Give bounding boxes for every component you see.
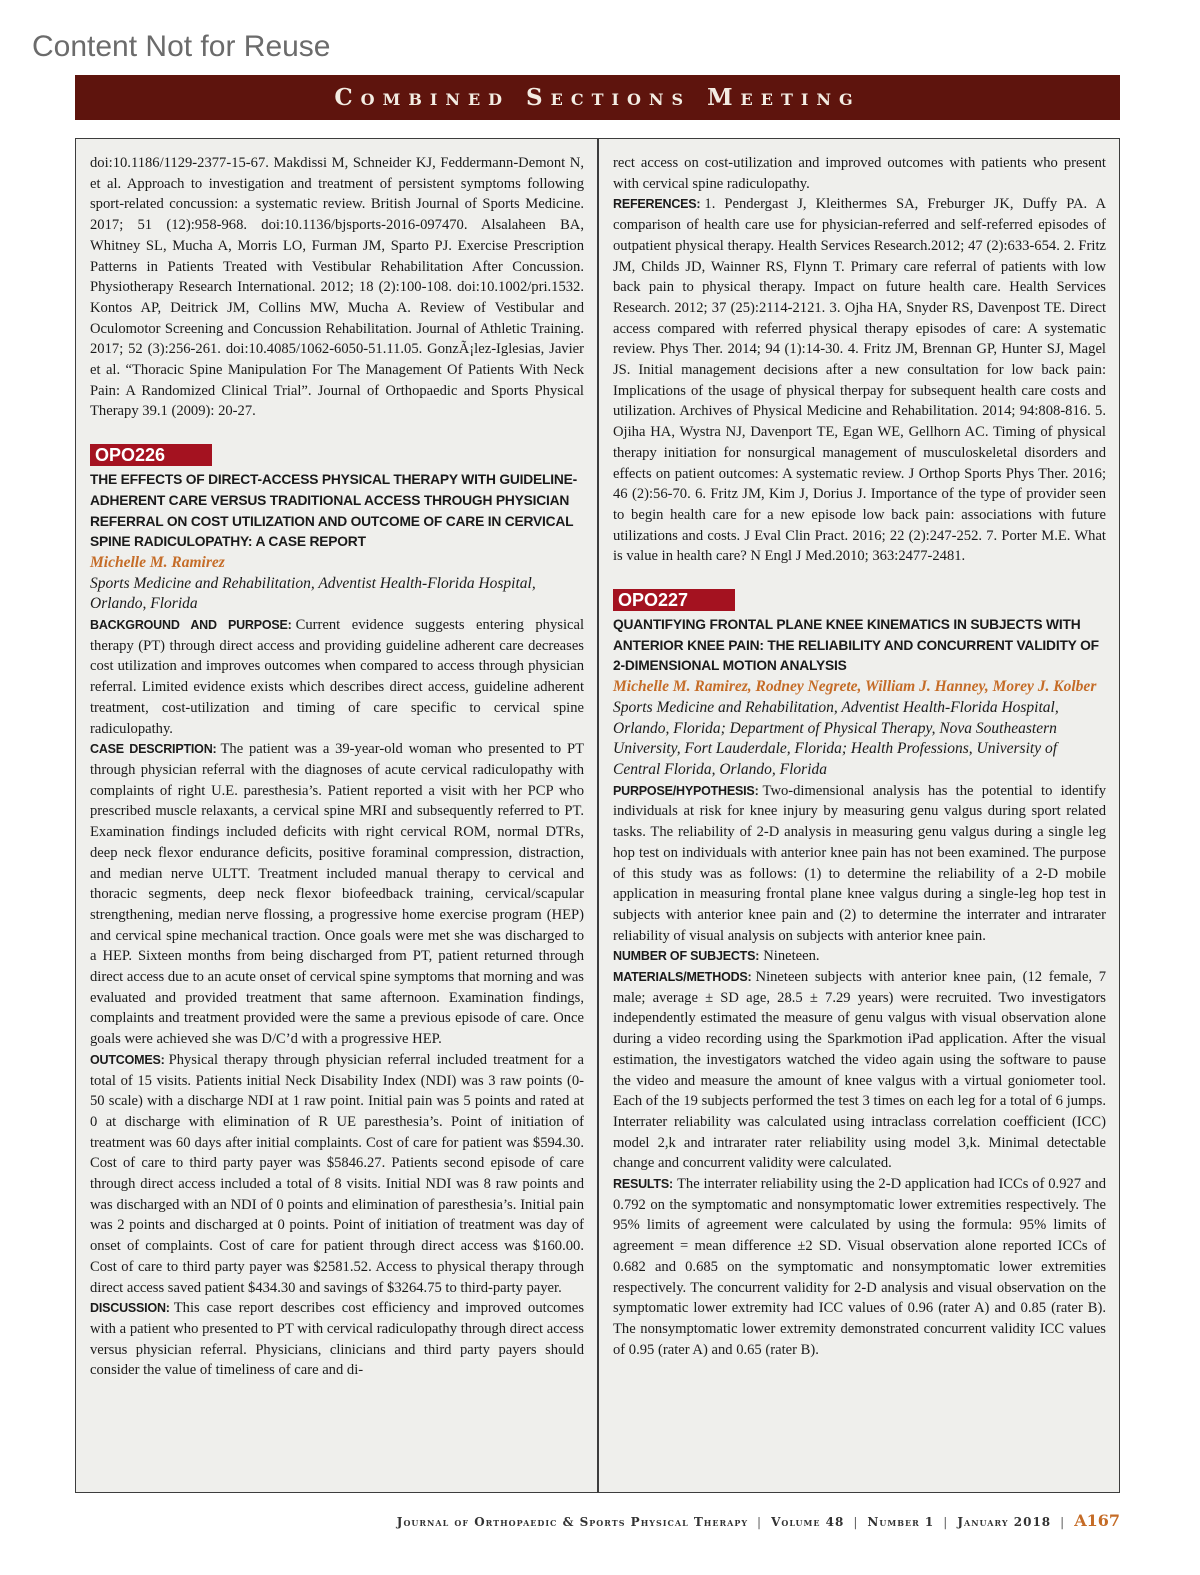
right-column bbox=[598, 138, 1120, 1493]
section-background bbox=[90, 615, 584, 739]
abstract-authors: Michelle M. Ramirez, Rodney Negrete, William J. Hanney, Morey J. Kolber bbox=[613, 678, 1097, 696]
section-text: Nineteen. bbox=[763, 948, 820, 965]
section-banner bbox=[75, 75, 1120, 120]
footer-number: Number 1 bbox=[867, 1515, 935, 1529]
abstract-authors: Michelle M. Ramirez bbox=[90, 553, 225, 571]
footer-separator: | bbox=[757, 1515, 763, 1529]
discussion-continuation: rect access on cost-utilization and improved outcomes with patients who present with cervical spine radiculopathy. bbox=[613, 155, 1106, 192]
section-label: OUTCOMES: bbox=[90, 1052, 165, 1067]
watermark: Content Not for Reuse bbox=[32, 30, 331, 63]
section-text: Physical therapy through physician referral included treatment for a total of 15 visits. Patients initial Neck Disability Index (NDI) was 3 raw points (0-50 scale) with a discharge NDI at 1 raw point. Initial pain was 5 points and rated at 0 at discharge with elimination of R UE paresthesia’s. Point of initiation of treatment was 60 days after initial complaints. Cost of care for patient was $594.30. Cost of care to third party payer was $5846.27. Patients second episode of care through direct access included a total of 8 visits. Initial NDI was 8 raw points and was discharged with an NDI of 0 points and elimination of paresthesia’s. Initial pain was 2 points and discharged at 0 points. Point of initiation of treatment was day of onset of complaints. Cost of care for patient through direct access was $160.00. Cost of care to third party payer was $2581.52. Access to physical therapy through direct access saved patient $434.30 and savings of $3264.75 to third-party payer. bbox=[90, 1051, 584, 1296]
section-text: Two-dimensional analysis has the potential to identify individuals at risk for knee injury by measuring genu valgus during sport related tasks. The reliability of 2-D analysis in measuring genu valgus during a single leg hop test on individuals with anterior knee pain has not been examined. The purpose of this study was as follows: (1) to determine the reliability of a 2-D mobile application in measuring frontal plane knee valgus during a single-leg hop test in subjects with anterior knee pain and (2) to determine the interrater and intrarater reliability of visual analysis on subjects with anterior knee pain. bbox=[613, 782, 1106, 944]
section-label: CASE DESCRIPTION: bbox=[90, 742, 217, 757]
left-column bbox=[75, 138, 598, 1493]
banner-title: Combined Sections Meeting bbox=[334, 84, 861, 111]
section-label: PURPOSE/HYPOTHESIS: bbox=[613, 783, 759, 798]
footer-separator: | bbox=[1060, 1515, 1066, 1529]
abstract-id: OPO226 bbox=[90, 444, 212, 466]
abstract-title: THE EFFECTS OF DIRECT-ACCESS PHYSICAL THERAPY WITH GUIDELINE-ADHERENT CARE VERSUS TRADITIONAL ACCESS THROUGH PHYSICIAN REFERRAL ON COST UTILIZATION AND OUTCOME OF CARE IN CERVICAL SPINE RADICULOPATHY: A CASE REPORT bbox=[90, 472, 578, 550]
section-text: The interrater reliability using the 2-D application had ICCs of 0.927 and 0.792 on the symptomatic and nonsymptomatic lower extremities respectively. The 95% limits of agreement were calculated by using the formula: 95% limits of agreement = mean difference ±2 SD. Visual observation alone reported ICCs of 0.682 and 0.685 on the symptomatic and nonsymptomatic lower extremities respectively. The concurrent validity for 2-D analysis and visual observation on the symptomatic lower extremity had ICC values of 0.96 (rater A) and 0.85 (rater B). The nonsymptomatic lower extremity demonstrated concurrent validity ICC values of 0.95 (rater A) and 0.65 (rater B). bbox=[613, 1176, 1106, 1358]
references-text: 1. Pendergast J, Kleithermes SA, Freburger JK, Duffy PA. A comparison of health care use for physician-referred and self-referred episodes of outpatient physical therapy. Health Services Research.2012; 47 (2):633-654. 2. Fritz JM, Childs JD, Wainner RS, Flynn T. Primary care referral of patients with low back pain to physical therapy. Impact on future health care. Health Services Research. 2012; 37 (25):2114-2121. 3. Ojha HA, Snyder RS, Davenpost TE. Direct access compared with referred physical therapy episodes of care: A systematic review. Phys Ther. 2014; 94 (1):14-30. 4. Fritz JM, Brennan GP, Hunter SJ, Magel JS. Initial management decisions after a new consultation for low back pain: Implications of the usage of physical therpay for subsequent health care costs and utilization. Archives of Physical Medicine and Rehabilitation. 2014; 94:808-816. 5. Ojiha HA, Wystra NJ, Davenport TE, Egan WE, Gellhorn AC. Timing of physical therapy initiation for nonsurgical management of musculoskeletal disorders and effects on patient outcomes: A systematic review. J Orthop Sports Phys Ther. 2016; 46 (2):56-70. 6. Fritz JM, Kim J, Dorius J. Importance of the type of provider seen to begin health care for a new episode low back pain: associations with future utilizations and costs. J Eval Clin Pract. 2016; 22 (2):247-252. 7. Porter M.E. What is value in health care? N Engl J Med.2010; 363:2477-2481. bbox=[613, 196, 1106, 565]
abstract-affiliation: Sports Medicine and Rehabilitation, Adventist Health-Florida Hospital, Orlando, Florida bbox=[90, 574, 536, 613]
section-text: The patient was a 39-year-old woman who presented to PT through physician referral with the diagnoses of acute cervical radiculopathy with complaints of right U.E. paresthesia’s. Patient reported a visit with her PCP who prescribed muscle relaxants, a cervical spine MRI and subsequently referred to PT. Examination findings included deficits with right cervical ROM, normal DTRs, deep neck flexor endurance deficits, positive foraminal compression, distraction, and median nerve ULTT. Treatment included manual therapy to cervical and thoracic segments, deep neck flexor biofeedback training, cervical/scapular strengthening, median nerve flossing, a progressive home exercise program (HEP) and cervical spine mechanical traction. Once goals were met she was discharged to a HEP. Sixteen months from being discharged from PT, patient returned through direct access due to an acute onset of cervical spine symptoms that morning and was evaluated and provided treatment that same afternoon. Examination findings, complaints and treatment provided were the same a previous episode of care. Once goals were achieved she was D/C’d with a progressive HEP. bbox=[90, 741, 584, 1048]
section-discussion bbox=[90, 1298, 584, 1381]
footer-journal: Journal of Orthopaedic & Sports Physical Therapy bbox=[396, 1515, 749, 1529]
section-case-description bbox=[90, 739, 584, 1050]
section-label: BACKGROUND AND PURPOSE: bbox=[90, 618, 292, 633]
abstract-id: OPO227 bbox=[613, 589, 735, 611]
section-label: DISCUSSION: bbox=[90, 1301, 170, 1316]
references bbox=[613, 194, 1106, 567]
section-label: RESULTS: bbox=[613, 1177, 673, 1192]
section-outcomes bbox=[90, 1050, 584, 1298]
section-label: MATERIALS/METHODS: bbox=[613, 970, 752, 985]
section-text: Nineteen subjects with anterior knee pain, (12 female, 7 male; average ± SD age, 28.5 ± 7.29 years) were recruited. Two investigators independently estimated the measure of genu valgus with visual observation alone during a video recording using the Sparkmotion iPad application. After the visual estimation, the investigators watched the video again using the software to pause the video and measure the amount of knee valgus with a virtual goniometer tool. Each of the 19 subjects performed the test 3 times on each leg for a total of 6 jumps. Interrater reliability was calculated using intraclass correlation coefficient (ICC) model 2,k and intrarater rater reliability using model 3,k. Minimal detectable change and concurrent validity were calculated. bbox=[613, 969, 1106, 1172]
section-purpose bbox=[613, 781, 1106, 947]
footer-date: January 2018 bbox=[957, 1515, 1052, 1529]
page-footer bbox=[397, 1511, 1120, 1530]
references-label: REFERENCES: bbox=[613, 197, 701, 212]
section-subjects bbox=[613, 946, 1106, 967]
page-number: A167 bbox=[1074, 1511, 1120, 1530]
footer-volume: Volume 48 bbox=[771, 1515, 845, 1529]
section-results bbox=[613, 1174, 1106, 1360]
footer-separator: | bbox=[853, 1515, 859, 1529]
abstract-affiliation: Sports Medicine and Rehabilitation, Adventist Health-Florida Hospital, Orlando, Florida; Department of Physical Therapy, Nova Southeastern University, Fort Lauderdale, Florida; Health Professions, University of Central Florida, Orlando, Florida bbox=[613, 698, 1059, 778]
footer-separator: | bbox=[943, 1515, 949, 1529]
section-text: Current evidence suggests entering physical therapy (PT) through direct access and providing guideline adherent care decreases cost utilization and improves outcomes when compared to access through physician referral. Limited evidence exists which describes direct access, guideline adherent treatment, cost-utilization and timing of care specific to cervical spine radiculopathy. bbox=[90, 617, 585, 737]
abstract-title: QUANTIFYING FRONTAL PLANE KNEE KINEMATICS IN SUBJECTS WITH ANTERIOR KNEE PAIN: THE RELIABILITY AND CONCURRENT VALIDITY OF 2-DIMENSIONAL MOTION ANALYSIS bbox=[613, 617, 1099, 674]
section-label: NUMBER OF SUBJECTS: bbox=[613, 949, 760, 964]
section-text: This case report describes cost efficiency and improved outcomes with a patient who presented to PT with cervical radiculopathy through direct access versus physician referral. Physicians, clinicians and third party payers should consider the value of timeliness of care and di- bbox=[90, 1300, 584, 1379]
section-methods bbox=[613, 967, 1106, 1174]
references-continued: doi:10.1186/1129-2377-15-67. Makdissi M, Schneider KJ, Feddermann-Demont N, et al. Approach to investigation and treatment of persistent symptoms following sport-related concussion: a systematic review. British Journal of Sports Medicine. 2017; 51 (12):958-968. doi:10.1136/bjsports-2016-097470. Alsalaheen BA, Whitney SL, Mucha A, Morris LO, Furman JM, Sparto PJ. Exercise Prescription Patterns in Patients Treated with Vestibular Rehabilitation After Concussion. Physiotherapy Research International. 2012; 18 (2):100-108. doi:10.1002/pri.1532. Kontos AP, Deitrick JM, Collins MW, Mucha A. Review of Vestibular and Oculomotor Screening and Concussion Rehabilitation. Journal of Athletic Training. 2017; 52 (3):256-261. doi:10.4085/1062-6050-51.11.05. GonzÃ¡lez-Iglesias, Javier et al. “Thoracic Spine Manipulation For The Management Of Patients With Neck Pain: A Randomized Clinical Trial”. Journal of Orthopaedic and Sports Physical Therapy 39.1 (2009): 20-27. bbox=[90, 155, 584, 420]
